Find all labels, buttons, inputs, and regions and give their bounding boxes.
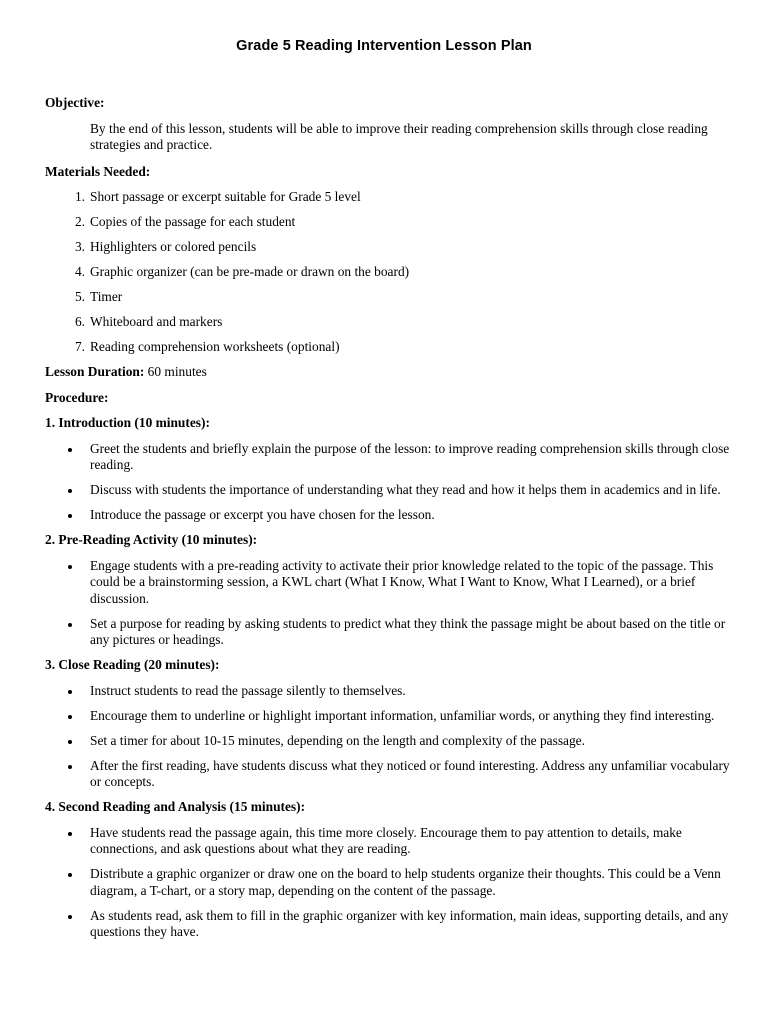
bullet-icon bbox=[68, 915, 72, 919]
materials-item bbox=[45, 189, 735, 206]
bullet-item bbox=[45, 683, 735, 700]
item-text: Short passage or excerpt suitable for Grade 5 level bbox=[90, 189, 361, 204]
bullet-text: Discuss with students the importance of understanding what they read and how it helps them in academics and in life. bbox=[90, 482, 721, 497]
bullet-text: Distribute a graphic organizer or draw one on the board to help students organize their thoughts. This could be a Venn diagram, a T-chart, or a story map, depending on the content of the passage. bbox=[90, 866, 721, 898]
materials-list bbox=[45, 189, 735, 356]
bullet-text: Instruct students to read the passage silently to themselves. bbox=[90, 682, 406, 698]
document-body bbox=[45, 95, 735, 949]
bullet-item bbox=[45, 441, 735, 474]
section-bullets bbox=[45, 441, 735, 524]
bullet-icon bbox=[68, 514, 72, 518]
bullet-text: Set a timer for about 10-15 minutes, depending on the length and complexity of the passage. bbox=[90, 732, 585, 748]
bullet-text: Greet the students and briefly explain the purpose of the lesson: to improve reading comprehension skills through close reading. bbox=[90, 440, 730, 472]
bullet-icon bbox=[68, 448, 72, 452]
section-heading: 1. Introduction (10 minutes): bbox=[45, 415, 210, 430]
bullet-text: After the first reading, have students discuss what they noticed or found interesting. Address any unfamiliar vocabulary or concepts. bbox=[90, 757, 730, 789]
materials-heading: Materials Needed: bbox=[45, 163, 151, 179]
bullet-icon bbox=[68, 740, 72, 744]
materials-item bbox=[45, 289, 735, 306]
bullet-item bbox=[45, 733, 735, 750]
bullet-item bbox=[45, 616, 735, 649]
item-number: 1. bbox=[74, 189, 85, 204]
section-bullets bbox=[45, 825, 735, 941]
bullet-text: Introduce the passage or excerpt you have chosen for the lesson. bbox=[90, 507, 435, 522]
bullet-text: Have students read the passage again, this time more closely. Encourage them to pay attention to details, make connections, and ask questions about what they are reading. bbox=[90, 824, 682, 856]
item-text: Timer bbox=[90, 289, 123, 304]
materials-item bbox=[45, 314, 735, 331]
item-number: 6. bbox=[74, 314, 85, 329]
page-title: Grade 5 Reading Intervention Lesson Plan bbox=[236, 38, 532, 54]
bullet-icon bbox=[68, 873, 72, 877]
bullet-text: As students read, ask them to fill in the graphic organizer with key information, main ideas, supporting details, and any questions they have. bbox=[90, 907, 729, 939]
bullet-item bbox=[45, 758, 735, 791]
duration-label: Lesson Duration: bbox=[45, 364, 145, 379]
item-text: Highlighters or colored pencils bbox=[90, 239, 257, 254]
materials-item bbox=[45, 264, 735, 281]
bullet-item bbox=[45, 482, 735, 499]
item-text: Reading comprehension worksheets (optional) bbox=[90, 339, 340, 354]
item-text: Graphic organizer (can be pre-made or drawn on the board) bbox=[90, 264, 410, 279]
materials-item bbox=[45, 339, 735, 356]
section-bullets bbox=[45, 683, 735, 791]
bullet-text: Set a purpose for reading by asking students to predict what they think the passage might be about based on the title or any pictures or headings. bbox=[90, 615, 726, 647]
section-bullets bbox=[45, 558, 735, 649]
bullet-text: Engage students with a pre-reading activity to activate their prior knowledge related to the topic of the passage. This could be a brainstorming session, a KWL chart (What I Know, What I Want to Know, What I Learned), or a brief discussion. bbox=[90, 557, 714, 606]
section-heading: 4. Second Reading and Analysis (15 minutes): bbox=[45, 799, 306, 814]
bullet-icon bbox=[68, 690, 72, 694]
item-number: 4. bbox=[74, 264, 85, 279]
bullet-item bbox=[45, 908, 735, 941]
materials-item bbox=[45, 214, 735, 231]
materials-item bbox=[45, 239, 735, 256]
item-number: 3. bbox=[74, 239, 85, 254]
item-text: Whiteboard and markers bbox=[90, 314, 223, 329]
bullet-icon bbox=[68, 489, 72, 493]
duration-value: 60 minutes bbox=[144, 364, 207, 379]
bullet-item bbox=[45, 708, 735, 725]
bullet-item bbox=[45, 866, 735, 899]
item-text: Copies of the passage for each student bbox=[90, 214, 296, 229]
procedure-heading: Procedure: bbox=[45, 389, 109, 405]
objective-text: By the end of this lesson, students will be able to improve their reading comprehension skills through close reading strategies and practice. bbox=[90, 120, 708, 152]
bullet-icon bbox=[68, 715, 72, 719]
item-number: 2. bbox=[74, 214, 85, 229]
item-number: 7. bbox=[74, 339, 85, 354]
bullet-text: Encourage them to underline or highlight important information, unfamiliar words, or anything they find interesting. bbox=[90, 707, 715, 723]
bullet-icon bbox=[68, 565, 72, 569]
item-number: 5. bbox=[74, 289, 85, 304]
objective-heading: Objective: bbox=[45, 95, 105, 110]
bullet-item bbox=[45, 558, 735, 608]
bullet-icon bbox=[68, 832, 72, 836]
section-heading: 3. Close Reading (20 minutes): bbox=[45, 657, 220, 672]
bullet-item bbox=[45, 825, 735, 858]
bullet-icon bbox=[68, 623, 72, 627]
bullet-item bbox=[45, 507, 735, 524]
duration-line bbox=[45, 364, 735, 381]
bullet-icon bbox=[68, 765, 72, 769]
section-heading: 2. Pre-Reading Activity (10 minutes): bbox=[45, 532, 258, 547]
